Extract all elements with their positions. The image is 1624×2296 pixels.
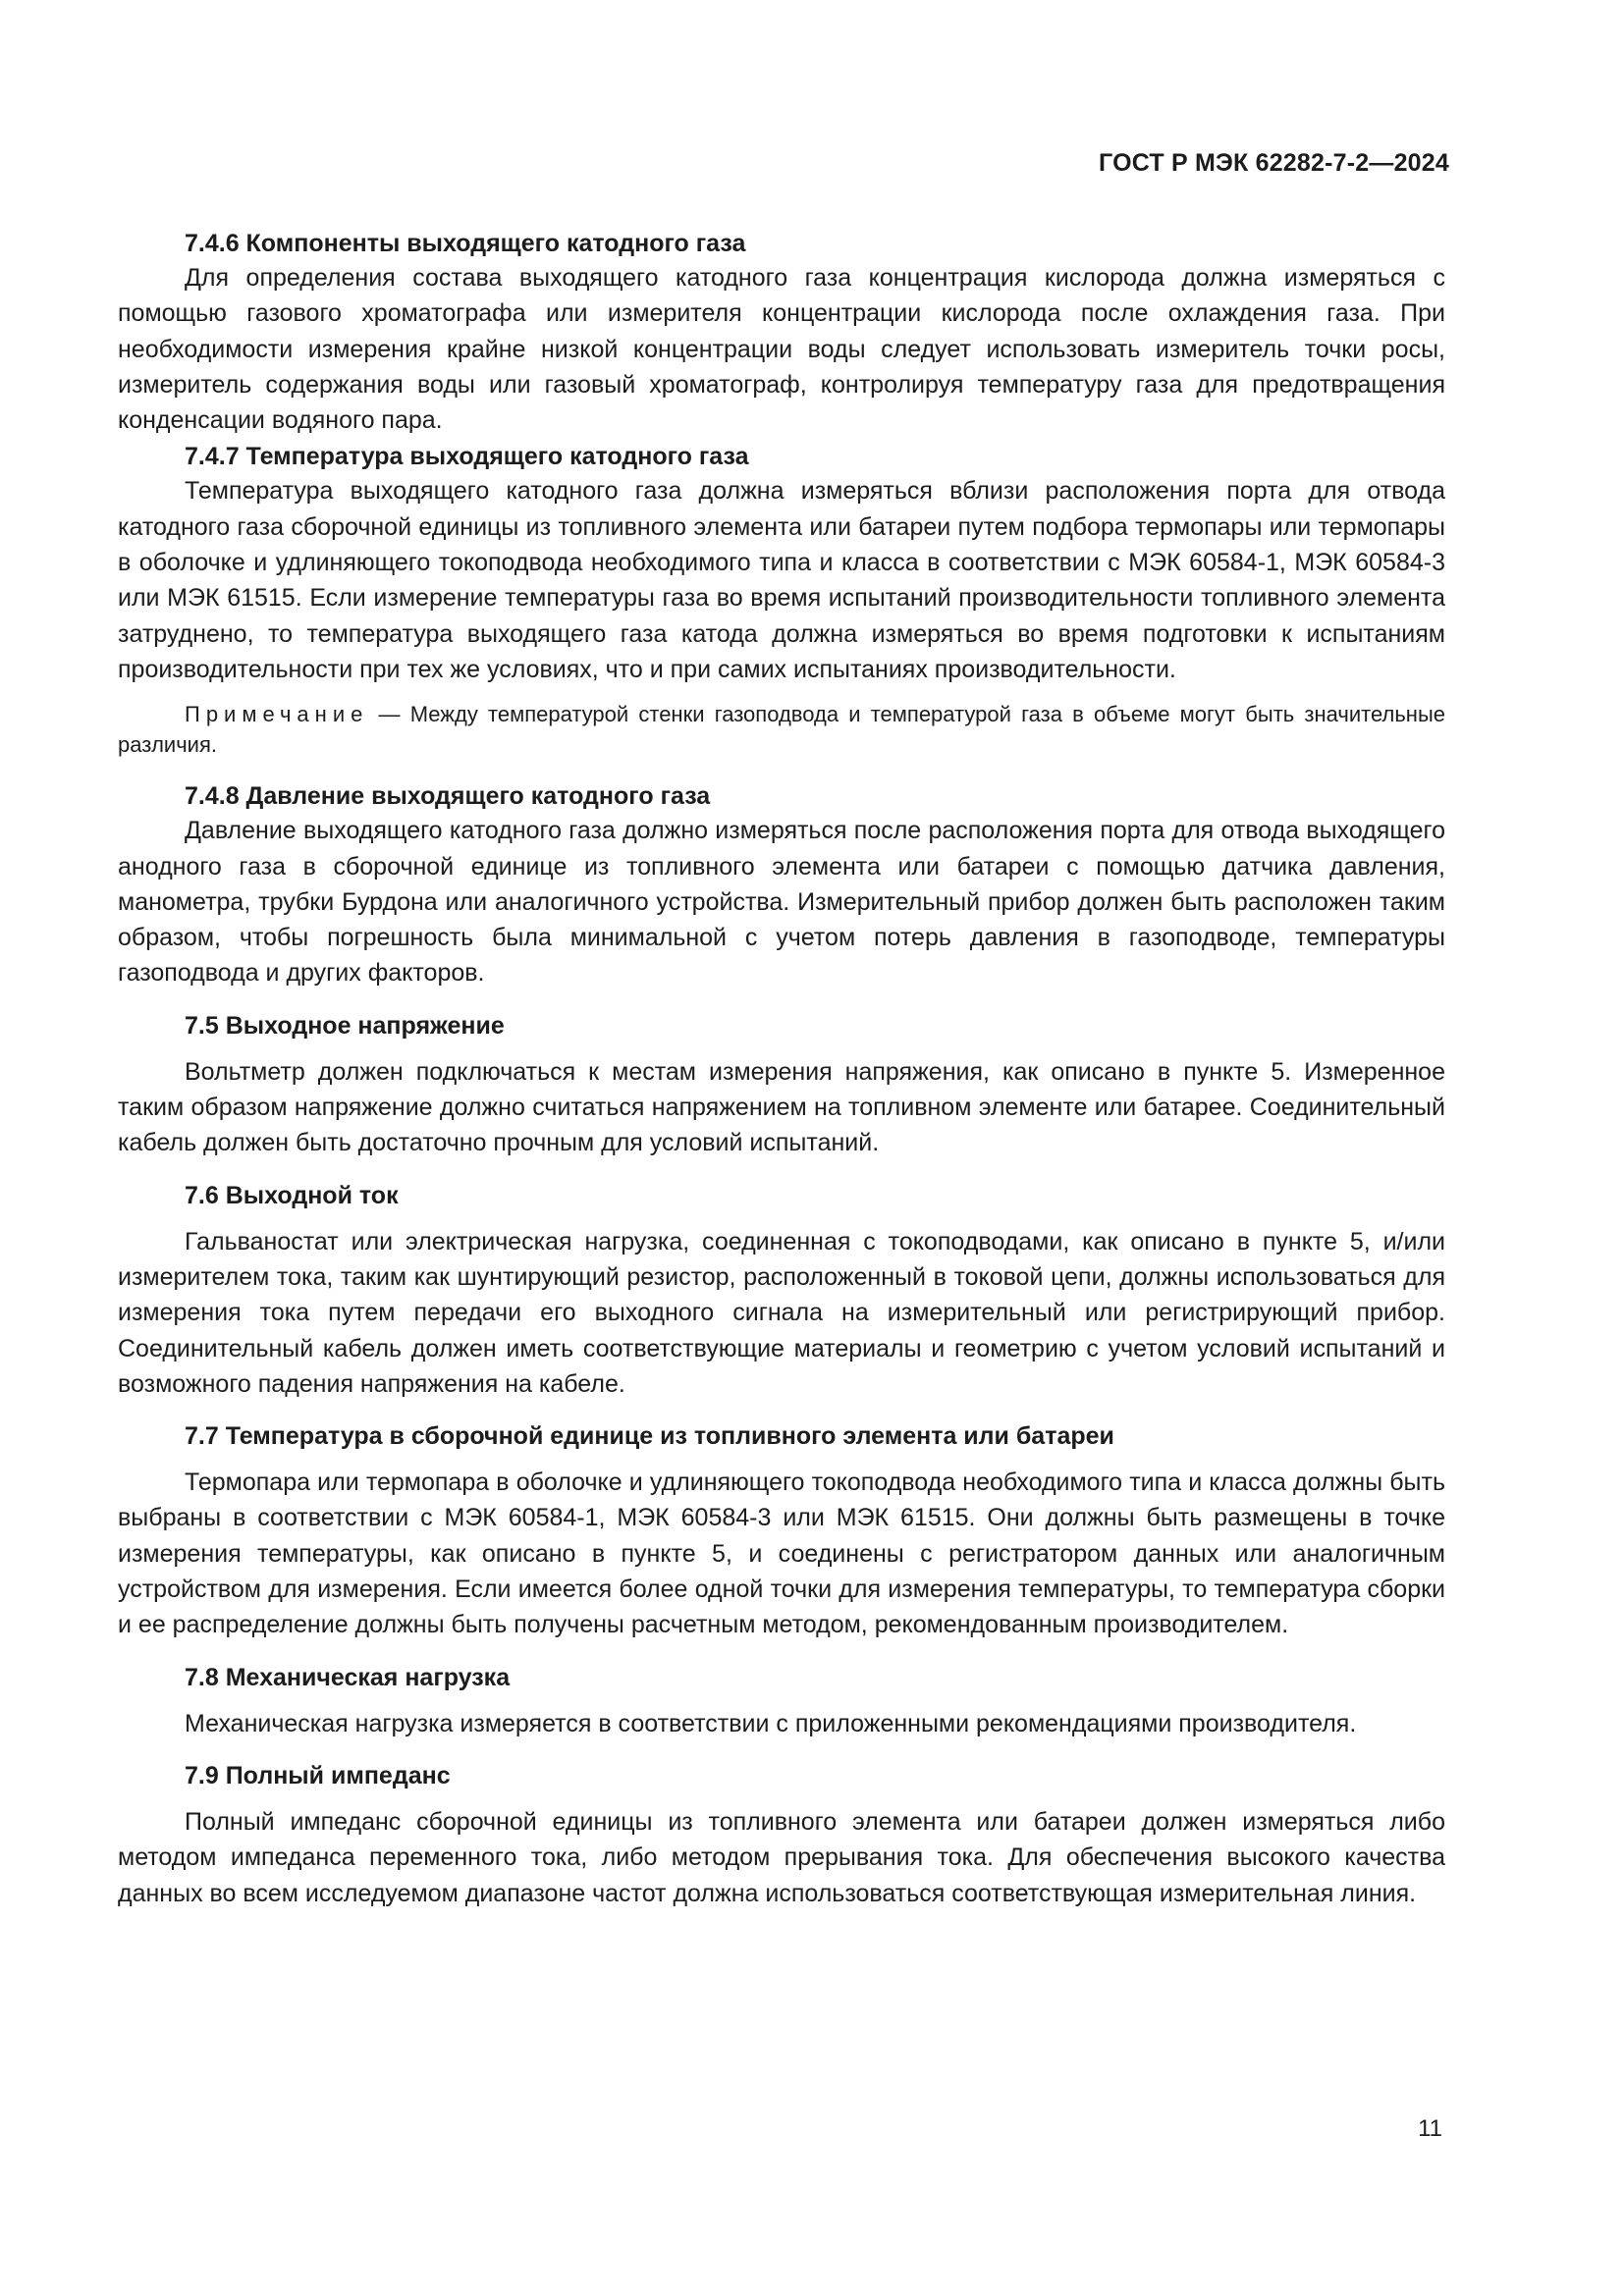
note-label: Примечание — [185, 702, 369, 727]
section-7-4-7-note — [118, 699, 1445, 760]
section-7-6-paragraph: Гальваностат или электрическая нагрузка, соединенная с токоподводами, как описано в пункте 5, и/или измерителем тока, таким как шунтирующий резистор, расположенный в токовой цепи, должны использоваться для измерения тока путем передачи его выходного сигнала на измерительный или регистрирующий прибор. Соединительный кабель должен иметь соответствующие материалы и геометрию с учетом условий испытаний и возможного падения напряжения на кабеле. — [118, 1227, 1445, 1398]
section-7-4-7-paragraph: Температура выходящего катодного газа должна измеряться вблизи расположения порта для отвода катодного газа сборочной единицы из топливного элемента или батареи путем подбора термопары или термопары в оболочке и удлиняющего токоподвода необходимого типа и класса в соответствии с МЭК 60584-1, МЭК 60584-3 или МЭК 61515. Если измерение температуры газа во время испытаний производительности топливного элемента затруднено, то температура выходящего газа катода должна измеряться во время подготовки к испытаниям производительности при тех же условиях, что и при самих испытаниях производительности. — [118, 477, 1445, 683]
section-7-8-heading: 7.8 Механическая нагрузка — [185, 1663, 511, 1691]
page-number: 11 — [1418, 2115, 1442, 2142]
section-7-6-heading: 7.6 Выходной ток — [185, 1181, 399, 1209]
page-content — [118, 227, 1445, 1911]
section-7-4-7-heading: 7.4.7 Температура выходящего катодного газа — [185, 443, 749, 471]
section-7-7-heading: 7.7 Температура в сборочной единице из топливного элемента или батареи — [185, 1422, 1114, 1451]
section-7-8-paragraph: Механическая нагрузка измеряется в соответствии с приложенными рекомендациями производителя. — [185, 1709, 1357, 1737]
section-7-7-paragraph: Термопара или термопара в оболочке и удлиняющего токоподвода необходимого типа и класса должны быть выбраны в соответствии с МЭК 60584-1, МЭК 60584-3 или МЭК 61515. Они должны быть размещены в точке измерения температуры, как описано в пункте 5, и соединены с регистратором данных или аналогичным устройством для измерения. Если имеется более одной точки для измерения температуры, то температура сборки и ее распределение должны быть получены расчетным методом, рекомендованным производителем. — [118, 1468, 1445, 1639]
section-7-4-6-paragraph: Для определения состава выходящего катодного газа концентрация кислорода должна измеряться с помощью газового хроматографа или измерителя концентрации кислорода после охлаждения газа. При необходимости измерения крайне низкой концентрации воды следует использовать измеритель точки росы, измеритель содержания воды или газовый хроматограф, контролируя температуру газа для предотвращения конденсации водяного пара. — [118, 264, 1445, 435]
section-7-4-8-heading: 7.4.8 Давление выходящего катодного газа — [185, 782, 711, 811]
document-header: ГОСТ Р МЭК 62282-7-2—2024 — [1099, 149, 1449, 177]
section-7-9-heading: 7.9 Полный импеданс — [185, 1761, 451, 1789]
section-7-5-paragraph: Вольтметр должен подключаться к местам измерения напряжения, как описано в пункте 5. Измеренное таким образом напряжение должно считаться напряжением на топливном элементе или батарее. Соединительный кабель должен быть достаточно прочным для условий испытаний. — [118, 1057, 1445, 1157]
section-7-4-6-heading: 7.4.6 Компоненты выходящего катодного газа — [185, 230, 746, 257]
section-7-9-paragraph: Полный импеданс сборочной единицы из топливного элемента или батареи должен измеряться либо методом импеданса переменного тока, либо методом прерывания тока. Для обеспечения высокого качества данных во всем исследуемом диапазоне частот должна использоваться соответствующая измерительная линия. — [118, 1807, 1445, 1907]
note-text: — Между температурой стенки газоподвода и температурой газа в объеме могут быть значительные различия. — [118, 702, 1445, 758]
section-7-4-8-paragraph: Давление выходящего катодного газа должно измеряться после расположения порта для отвода выходящего анодного газа в сборочной единице из топливного элемента или батареи с помощью датчика давления, манометра, трубки Бурдона или аналогичного устройства. Измерительный прибор должен быть расположен таким образом, чтобы погрешность была минимальной с учетом потерь давления в газоподводе, температуры газоподвода и других факторов. — [118, 817, 1445, 988]
section-7-5-heading: 7.5 Выходное напряжение — [185, 1011, 505, 1040]
